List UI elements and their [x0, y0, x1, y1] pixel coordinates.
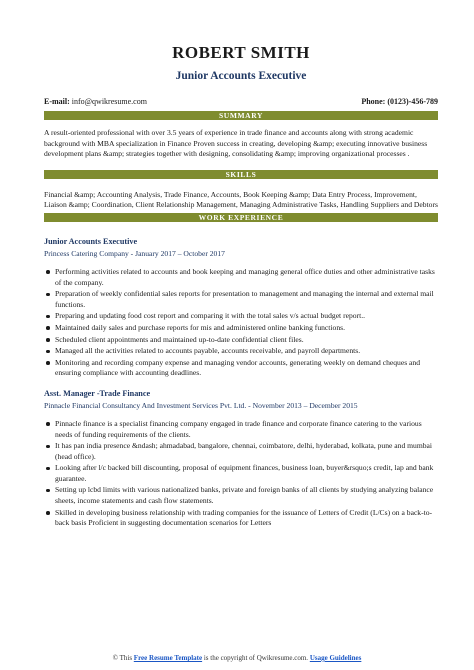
usage-guidelines-link[interactable]: Usage Guidelines	[309, 654, 362, 662]
phone-block	[361, 97, 438, 107]
bullet-item: Looking after l/c backed bill discounting, proposal of equipment finances, business loan, buyer&rsquo;s credit, lap and bank guarantee.	[44, 463, 438, 484]
job-bullet-list	[44, 419, 438, 529]
email-label: E-mail:	[44, 97, 70, 106]
bullet-item: Setting up lcbd limits with various nationalized banks, private and foreign banks of all clients by studying analyzing balance sheets, income statements and cash flow statements.	[44, 485, 438, 506]
email-value[interactable]: info@qwikresume.com	[71, 97, 147, 106]
bullet-item: Preparing and updating food cost report and comparing it with the total sales v/s actual budget report..	[44, 311, 438, 322]
contact-row	[44, 97, 438, 107]
footer-text-2: is the copyright of Qwikresume.com.	[202, 654, 310, 662]
email-block	[44, 97, 147, 107]
bullet-item: Skilled in developing business relationship with trading companies for the issuance of Letters of Credit (L/Cs) on a back-to-back basis Proficient in suggesting documentation scenarios for Letters	[44, 508, 438, 529]
job-company-dates: Princess Catering Company - January 2017 – October 2017	[44, 248, 225, 258]
footer	[0, 654, 474, 663]
job-company-dates: Pinnacle Financial Consultancy And Investment Services Pvt. Ltd. - November 2013 – December 2015	[44, 400, 358, 410]
footer-text-1: This	[117, 654, 134, 662]
job-entry	[44, 237, 438, 379]
bullet-item: Maintained daily sales and purchase reports for mis and administered online banking functions.	[44, 323, 438, 334]
bullet-item: Pinnacle finance is a specialist financing company engaged in trade finance and corporate finance catering to the various needs of funding requirements of the clients.	[44, 419, 438, 440]
bullet-item: Monitoring and recording company expense and managing vendor accounts, generating weekly on demand cheques and ensuring compliance with accounting deadlines.	[44, 358, 438, 379]
copyright-icon: ©	[112, 654, 118, 662]
bullet-item: It has pan india presence &ndash; ahmadabad, bangalore, chennai, coimbatore, delhi, hyderabad, kolkata, pune and mumbai (head office).	[44, 441, 438, 462]
phone-value: (0123)-456-789	[387, 97, 438, 106]
candidate-name: ROBERT SMITH	[172, 43, 310, 62]
summary-text: A result-oriented professional with over 3.5 years of experience in trade finance and accounts along with strong academic background with MBA specialization in Finance Proven success in creating, developing &amp; executing innovative business development plans &amp; strategies together with designing, consolidating &amp; improving organizational processes .	[44, 128, 428, 159]
job-title: Asst. Manager -Trade Finance	[44, 388, 151, 398]
summary-section-header: SUMMARY	[44, 111, 438, 120]
bullet-item: Performing activities related to accounts and book keeping and managing general office duties and other administrative tasks of the company.	[44, 267, 438, 288]
free-resume-template-link[interactable]: Free Resume Template	[133, 654, 203, 662]
job-bullet-list	[44, 267, 438, 379]
job-entry	[44, 389, 438, 529]
skills-section-header: SKILLS	[44, 170, 438, 179]
bullet-item: Scheduled client appointments and maintained up-to-date confidential client files.	[44, 335, 438, 346]
candidate-job-title: Junior Accounts Executive	[175, 70, 307, 82]
bullet-item: Managed all the activities related to accounts payable, accounts receivable, and payroll departments.	[44, 346, 438, 357]
phone-label: Phone:	[361, 97, 386, 106]
bullet-item: Preparation of weekly confidential sales reports for presentation to management and managing the internal and external mail functions.	[44, 289, 438, 310]
skills-text: Financial &amp; Accounting Analysis, Trade Finance, Accounts, Book Keeping &amp; Data Entry Process, Improvement, Liaison &amp; Coordination, Client Relationship Management, Managing Administrative Tasks, Handling Suppliers and Debtors	[44, 189, 438, 210]
experience-section-header: WORK EXPERIENCE	[44, 213, 438, 222]
job-title: Junior Accounts Executive	[44, 236, 138, 246]
